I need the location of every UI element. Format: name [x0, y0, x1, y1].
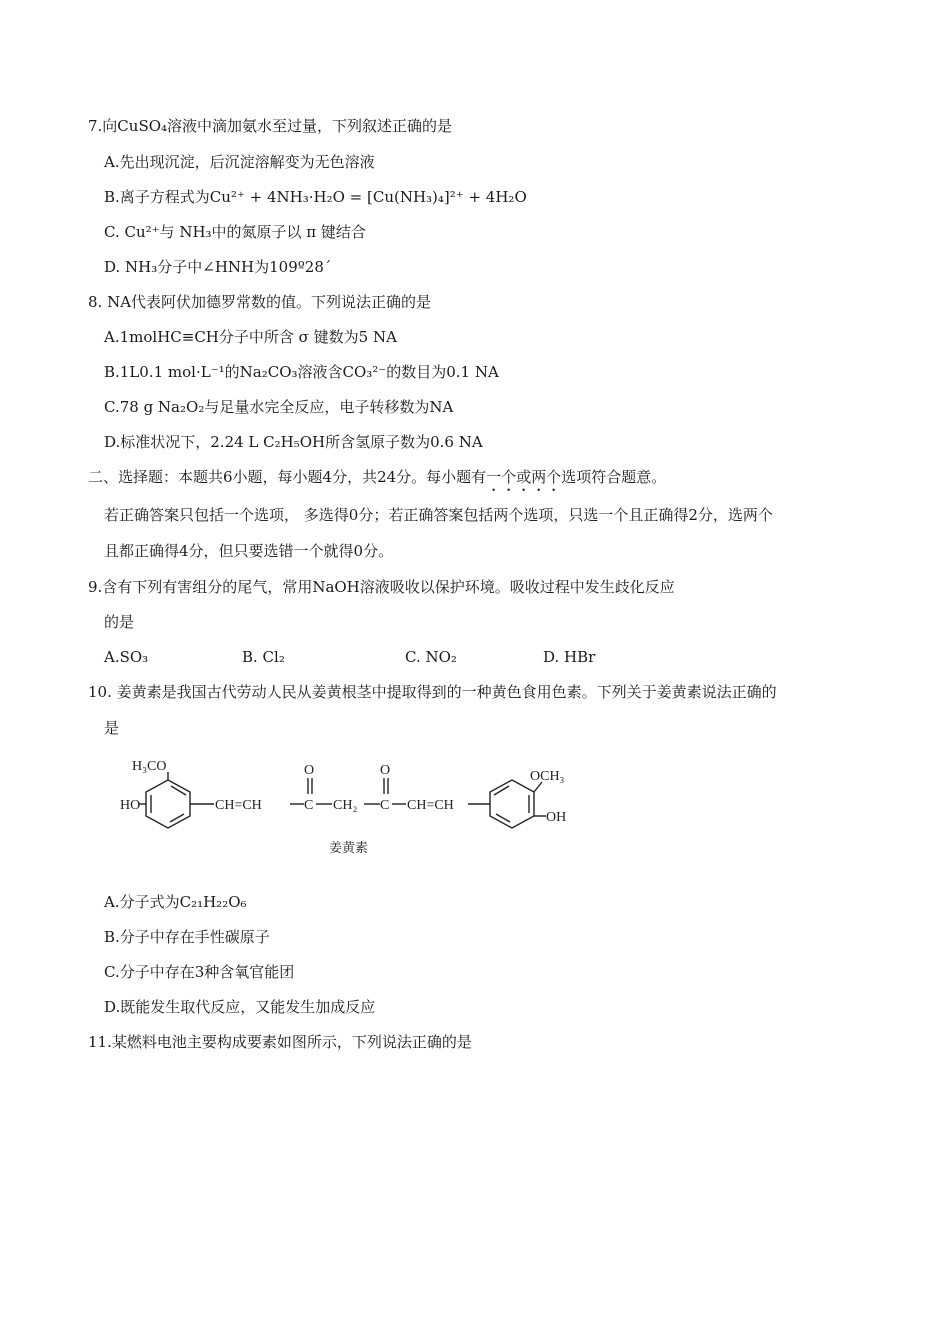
carbonyl-oxygen-left-label: O [304, 763, 315, 778]
q7-option-c: C. Cu²⁺与 NH₃中的氮原子以 π 键结合 [104, 223, 366, 241]
q7-option-d: D. NH₃分子中∠HNH为109º28´ [104, 258, 332, 276]
chain-bonds [290, 778, 490, 804]
q8-option-d: D.标准状况下，2.24 L C₂H₅OH所含氢原子数为0.6 NA [104, 433, 483, 451]
q9-option-b: B. Cl₂ [242, 648, 285, 666]
q8-option-a: A.1molHC≡CH分子中所含 σ 键数为5 NA [104, 328, 397, 346]
q10-stem-line-1: 10. 姜黄素是我国古代劳动人民从姜黄根茎中提取得到的一种黄色食用色素。下列关于姜黄素说法正确的 [88, 683, 777, 701]
q9-stem-line-2: 的是 [104, 613, 135, 631]
q8-option-c: C.78 g Na₂O₂与足量水完全反应，电子转移数为NA [104, 398, 454, 416]
carbonyl-carbon-left-label: C [304, 798, 314, 813]
q7-stem: 7.向CuSO₄溶液中滴加氨水至过量，下列叙述正确的是 [88, 117, 453, 135]
q10-option-d: D.既能发生取代反应，又能发生加成反应 [104, 998, 376, 1016]
curcumin-structure-diagram [118, 752, 588, 860]
hydroxy-left-label: HO [120, 798, 141, 813]
q8-stem: 8. NA代表阿伏加德罗常数的值。下列说法正确的是 [88, 293, 432, 311]
q11-stem: 11.某燃料电池主要构成要素如图所示，下列说法正确的是 [88, 1033, 472, 1051]
q9-option-c: C. NO₂ [405, 648, 457, 666]
diagram-caption: 姜黄素 [329, 841, 369, 856]
q7-option-a: A.先出现沉淀，后沉淀溶解变为无色溶液 [104, 153, 375, 171]
section-heading-emphasis: 一个或两个 [486, 468, 562, 486]
q10-option-c: C.分子中存在3种含氧官能团 [104, 963, 295, 981]
section-heading [88, 467, 666, 495]
carbonyl-carbon-right-label: C [380, 798, 390, 813]
methoxy-left-label: H₃CO [132, 759, 167, 774]
q10-option-b: B.分子中存在手性碳原子 [104, 928, 270, 946]
section-heading-text-a: 二、选择题：本题共6小题，每小题4分，共24分。每小题有 [88, 468, 487, 486]
section-heading-text-b: 选项符合题意。 [561, 468, 667, 486]
vinyl-right-label: CH=CH [407, 798, 454, 813]
q10-option-a: A.分子式为C₂₁H₂₂O₆ [104, 893, 247, 911]
q9-option-d: D. HBr [543, 648, 596, 666]
carbonyl-oxygen-right-label: O [380, 763, 391, 778]
vinyl-left-label: CH=CH [215, 798, 262, 813]
q8-option-b: B.1L0.1 mol·L⁻¹的Na₂CO₃溶液含CO₃²⁻的数目为0.1 NA [104, 363, 499, 381]
section-instruction-line-2: 且都正确得4分，但只要选错一个就得0分。 [104, 542, 394, 560]
hydroxy-right-label: OH [546, 810, 567, 825]
right-benzene-ring [490, 780, 546, 828]
q9-stem-line-1: 9.含有下列有害组分的尾气，常用NaOH溶液吸收以保护环境。吸收过程中发生歧化反应 [88, 578, 675, 596]
q7-option-b: B.离子方程式为Cu²⁺ + 4NH₃·H₂O = [Cu(NH₃)₄]²⁺ + 4H₂O [104, 188, 527, 206]
q10-stem-line-2: 是 [104, 719, 120, 737]
methoxy-right-label: OCH₃ [530, 769, 565, 784]
left-benzene-ring [138, 772, 214, 828]
section-instruction-line-1: 若正确答案只包括一个选项， 多选得0分；若正确答案包括两个选项，只选一个且正确得2分，选两个 [104, 506, 773, 524]
methylene-label: CH₂ [333, 798, 358, 813]
q9-option-a: A.SO₃ [104, 648, 149, 666]
